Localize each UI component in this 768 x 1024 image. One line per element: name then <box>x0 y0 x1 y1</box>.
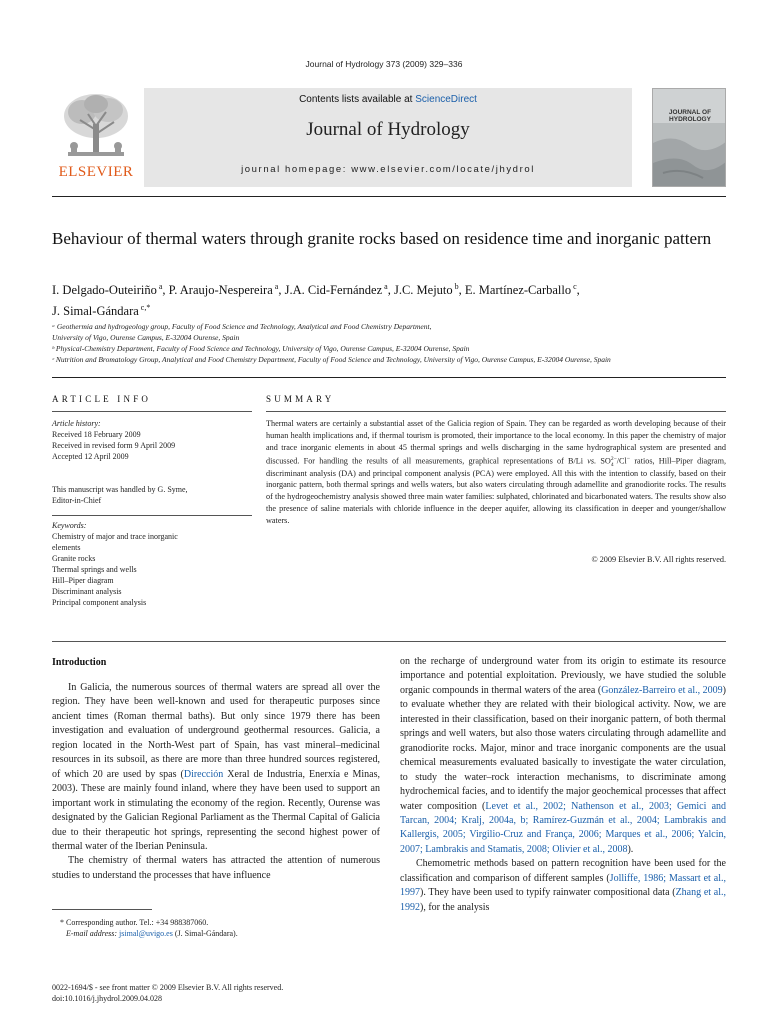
journal-homepage-link[interactable]: journal homepage: www.elsevier.com/locate/jhydrol <box>241 164 535 175</box>
footnote-rule <box>52 909 152 910</box>
masthead <box>52 88 726 187</box>
elsevier-tree-icon <box>60 90 132 162</box>
article-info-heading: ARTICLE INFO <box>52 394 152 404</box>
email-line <box>52 928 380 939</box>
cover-title-line-1: JOURNAL OF <box>668 109 712 116</box>
intro-paragraph-1 <box>52 681 380 854</box>
article-history <box>52 418 252 462</box>
text-run: Xeral de Industria, Enerxía e Minas, 2003). These are mainly found inland, where they have been used to support an important work in stimulating the economy of the region. Recently, Ourense was designated by the Galician Regional Parliament as the Thermal Capital of Galicia due to their therapeutic hot springs, representing the second highest power of thermal water of the Iberian Peninsula. <box>52 768 380 852</box>
summary-vs: vs. <box>587 456 597 466</box>
affiliation-line: ᵇ Physical-Chemistry Department, Faculty of Food Science and Technology, University of Vigo, Ourense Campus, E-32004 Ourense, Spain <box>52 344 470 353</box>
history-accepted: Accepted 12 April 2009 <box>52 452 129 461</box>
editor-note-line-1: This manuscript was handled by G. Syme, <box>52 485 188 494</box>
history-revised: Received in revised form 9 April 2009 <box>52 441 176 450</box>
author-affiliation-mark[interactable]: c,* <box>138 303 151 313</box>
author-affiliation-mark[interactable]: b <box>452 282 459 291</box>
keywords <box>52 520 252 608</box>
citation-link[interactable]: Dirección <box>183 768 224 780</box>
author-separator: , <box>576 283 580 298</box>
cover-art-icon <box>653 123 726 187</box>
summary-text <box>266 418 726 527</box>
journal-reference: Journal of Hydrology 373 (2009) 329–336 <box>305 59 463 69</box>
keyword-item: Thermal springs and wells <box>52 565 137 574</box>
journal-cover-thumbnail[interactable] <box>652 88 726 187</box>
author-affiliation-mark[interactable]: c <box>571 282 577 291</box>
keyword-item: Chemistry of major and trace inorganic <box>52 532 178 541</box>
keyword-item: Principal component analysis <box>52 598 147 607</box>
body-column-left <box>52 681 380 883</box>
keyword-item: elements <box>52 543 81 552</box>
header-rule <box>52 196 726 197</box>
affiliation-line: ᵃ Geothermia and hydrogeology group, Faculty of Food Science and Technology, Analytical and Food Chemistry Department, <box>52 322 432 331</box>
keyword-item: Hill–Piper diagram <box>52 576 114 585</box>
author-name[interactable]: J. Simal-Gándara <box>52 304 139 319</box>
text-run: In Galicia, the numerous sources of thermal waters are spread all over the region. They have been well-known and used for therapeutic purposes since ancient times (Roman thermal baths). But only since 1979 there has been investigation and evaluation of underground geothermal resources. Galicia, a region located in the North-West part of Spain, has vast mineral–medicinal resources in its subsoil, as there are more than three hundred sources registered, of which 20 are used by spas ( <box>52 682 380 780</box>
citation-link[interactable]: Levet et al., 2002; Nathenson et al., 2003; Gemici and Tarcan, 2004; Kralj, 2004a, b; Ramírez-Guzmán et al., 2004; Lambrakis and Kallergis, 2005; Virgilio-Cruz and França, 2006; Marques et al., 2006; Yalcin, 2007; Lambrakis and Stamatis, 2008; Olivier et al., 2008 <box>400 800 727 855</box>
history-label: Article history: <box>52 419 101 428</box>
citation-link[interactable]: Zhang et al., 1992 <box>400 887 726 913</box>
introduction-heading: Introduction <box>52 657 107 668</box>
summary-heading: SUMMARY <box>266 394 335 404</box>
intro-paragraph-2: The chemistry of thermal waters has attracted the attention of numerous studies to understand the processes that have influence <box>52 855 380 881</box>
author-separator: , <box>458 283 465 298</box>
author-name[interactable]: P. Araujo-Nespereira <box>168 283 273 298</box>
footnote <box>52 917 380 939</box>
text-run: ). <box>627 843 634 855</box>
author-name[interactable]: J.C. Mejuto <box>393 283 453 298</box>
summary-part: Thermal waters are certainly a substantial asset of the Galicia region of Spain. They can be regarded as worth developing because of their human health implications and, if thermal tourism is promoted, their importance to the local economy. In this paper the chemistry of major and trace inorganic elements in about 45 thermal springs and wells discharging in the same hydrographical system are presented and discussed. For handling the results of all measurements, graphical representations of B/Li <box>266 419 726 466</box>
author-separator: , <box>278 283 285 298</box>
editor-note-line-2: Editor-in-Chief <box>52 496 102 505</box>
sciencedirect-link[interactable]: ScienceDirect <box>415 94 477 105</box>
elsevier-wordmark: ELSEVIER <box>58 164 134 180</box>
doi-line[interactable]: doi:10.1016/j.jhydrol.2009.04.028 <box>52 994 162 1003</box>
chloride-charge: − <box>626 455 631 462</box>
text-run: ). They have been used to typify rainwater compositional data ( <box>420 887 676 899</box>
author-name[interactable]: E. Martínez-Carballo <box>464 283 572 298</box>
author-separator: , <box>162 283 169 298</box>
summary-part: /Cl <box>616 456 627 466</box>
journal-title: Journal of Hydrology <box>306 119 470 140</box>
author-name[interactable]: J.A. Cid-Fernández <box>284 283 383 298</box>
article-title: Behaviour of thermal waters through granite rocks based on residence time and inorganic pattern <box>52 229 712 248</box>
journal-banner <box>144 88 632 187</box>
body-column-right <box>400 655 726 915</box>
affiliation-line: University of Vigo, Ourense Campus, E-32004 Ourense, Spain <box>52 333 240 342</box>
cover-title-line-2: HYDROLOGY <box>669 116 711 123</box>
summary-part: ratios, Hill–Piper diagram, discriminant analysis (DA) and principal component analysis (PCA) were employed. All this with the intention to classify, based on their inorganic pattern, both thermal springs and wells waters, but also waters circulating through adamellite and granodiorite rocks. The results of the hydrogeochemistry analysis showed three main water families: sulphated, chlorinated and bicarbonated waters. The results show also the presence of saline materials with chloride influence in the deeper aquifer, allowing its classification in deeper and younger/shallow waters. <box>266 456 727 526</box>
email-link[interactable]: jsimal@uvigo.es <box>119 929 173 938</box>
author-name[interactable]: I. Delgado-Outeiriño <box>52 283 157 298</box>
text-run: Chemometric methods based on pattern recognition have been used for the classification and comparison of different samples ( <box>400 858 726 884</box>
author-affiliation-mark[interactable]: a <box>382 282 388 291</box>
keyword-item: Granite rocks <box>52 554 96 563</box>
citation-link[interactable]: Jolliffe, 1986; Massart et al., 1997 <box>400 872 726 899</box>
affiliation-line: ᶜ Nutrition and Bromatology Group, Analytical and Food Chemistry Department, Faculty of Food Science and Technology, University of Vigo, Ourense Campus, E-32004 Ourense, Spain <box>52 355 611 364</box>
article-info-rule <box>52 411 252 412</box>
title-rule <box>52 377 726 378</box>
summary-part: SO <box>596 456 611 466</box>
keyword-item: Discriminant analysis <box>52 587 122 596</box>
sulfate-charge: 2− <box>610 455 617 462</box>
keywords-rule <box>52 515 252 516</box>
intro-paragraph-2-cont <box>400 655 726 857</box>
intro-paragraph-3 <box>400 857 726 915</box>
author-separator: , <box>387 283 394 298</box>
email-suffix: (J. Simal-Gándara). <box>172 929 238 938</box>
sulfate-subscript: 4 <box>610 461 614 468</box>
history-received: Received 18 February 2009 <box>52 430 141 439</box>
affiliations <box>52 321 742 365</box>
editor-note <box>52 484 252 506</box>
elsevier-logo[interactable] <box>52 88 140 187</box>
issn-doi <box>52 982 452 1004</box>
email-label: E-mail address: <box>66 929 120 938</box>
summary-bottom-rule <box>52 641 726 642</box>
contents-line <box>144 94 632 105</box>
text-run: ) to evaluate whether they are related with their biological activity. Now, we are interested in their classification, based on their inorganic pattern, of both thermal springs and well waters, but also those waters circulating through adamellite and granodiorite rocks. Major, minor and trace inorganic components are the usual chemical measurements evaluated basically to investigate the water circulation, to study the water–rock interaction mechanisms, to discriminate among hydrochemical facies, and to identify the major geochemical processes that affect water composition ( <box>400 684 726 812</box>
text-run: ), for the analysis <box>420 901 490 913</box>
author-list <box>52 278 726 320</box>
issn-line: 0022-1694/$ - see front matter © 2009 Elsevier B.V. All rights reserved. <box>52 983 284 992</box>
citation-link[interactable]: González-Barreiro et al., 2009 <box>601 684 723 696</box>
summary-copyright: © 2009 Elsevier B.V. All rights reserved. <box>591 555 726 564</box>
summary-rule <box>266 411 726 412</box>
text-run: on the recharge of underground water from its origin to estimate its resource importance and potential exploitation. Previously, we have studied the soluble organic compounds in thermal waters of the area ( <box>400 656 726 696</box>
author-affiliation-mark[interactable]: a <box>156 282 163 291</box>
cover-title <box>657 109 723 123</box>
author-affiliation-mark[interactable]: a <box>272 282 279 291</box>
corresponding-author: * Corresponding author. Tel.: +34 988387060. <box>60 918 209 927</box>
keywords-label: Keywords: <box>52 521 87 530</box>
contents-prefix: Contents lists available at <box>299 94 416 105</box>
